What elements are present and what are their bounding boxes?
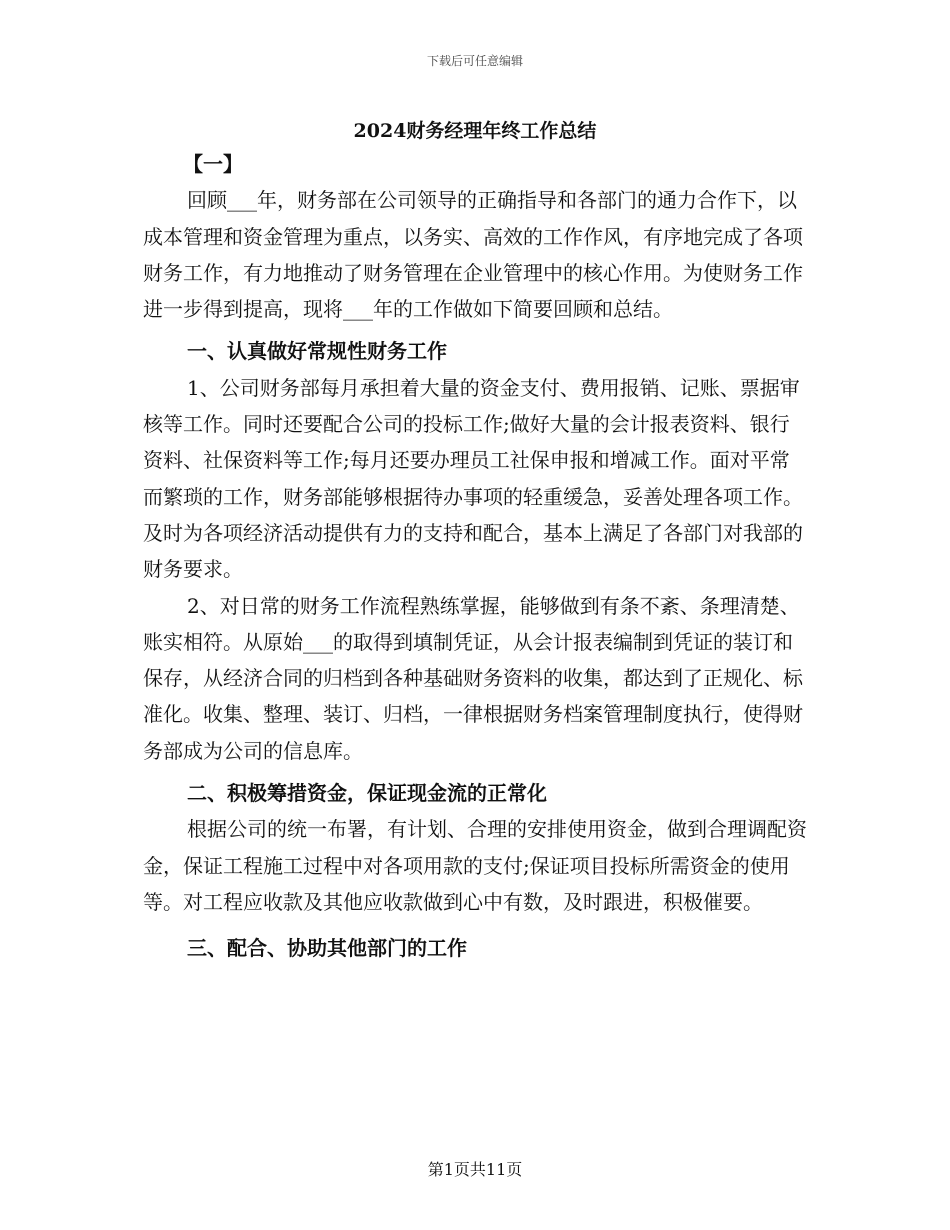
heading-1: 一、认真做好常规性财务工作	[187, 339, 447, 364]
paragraph-3: 根据公司的统一布署，有计划、合理的安排使用资金，做到合理调配资金，保证工程施工过程中对各项用款的支付;保证项目投标所需资金的使用等。对工程应收款及其他应收款做到心中有数，及时跟进，积极催要。	[143, 817, 807, 914]
document-body	[143, 146, 807, 967]
section-marker: 【一】	[183, 152, 243, 176]
paragraph-1: 1、公司财务部每月承担着大量的资金支付、费用报销、记账、票据审核等工作。同时还要配合公司的投标工作;做好大量的会计报表资料、银行资料、社保资料等工作;每月还要办理员工社保申报和增减工作。面对平常而繁琐的工作，财务部能够根据待办事项的轻重缓急，妥善处理各项工作。及时为各项经济活动提供有力的支持和配合，基本上满足了各部门对我部的财务要求。	[143, 375, 803, 582]
page-footer: 第1页共11页	[427, 1160, 523, 1179]
intro-paragraph: 回顾___年，财务部在公司领导的正确指导和各部门的通力合作下，以成本管理和资金管理为重点，以务实、高效的工作作风，有序地完成了各项财务工作，有力地推动了财务管理在企业管理中的核心作用。为使财务工作进一步得到提高，现将___年的工作做如下简要回顾和总结。	[143, 188, 803, 322]
paragraph-2: 2、对日常的财务工作流程熟练掌握，能够做到有条不紊、条理清楚、账实相符。从原始___的取得到填制凭证，从会计报表编制到凭证的装订和保存，从经济合同的归档到各种基础财务资料的收集，都达到了正规化、标准化。收集、整理、装订、归档，一律根据财务档案管理制度执行，使得财务部成为公司的信息库。	[143, 593, 803, 763]
document-title: 2024财务经理年终工作总结	[353, 120, 597, 142]
header-note: 下载后可任意编辑	[426, 54, 523, 68]
heading-2: 二、积极筹措资金，保证现金流的正常化	[187, 781, 547, 806]
heading-3: 三、配合、协助其他部门的工作	[187, 936, 467, 961]
